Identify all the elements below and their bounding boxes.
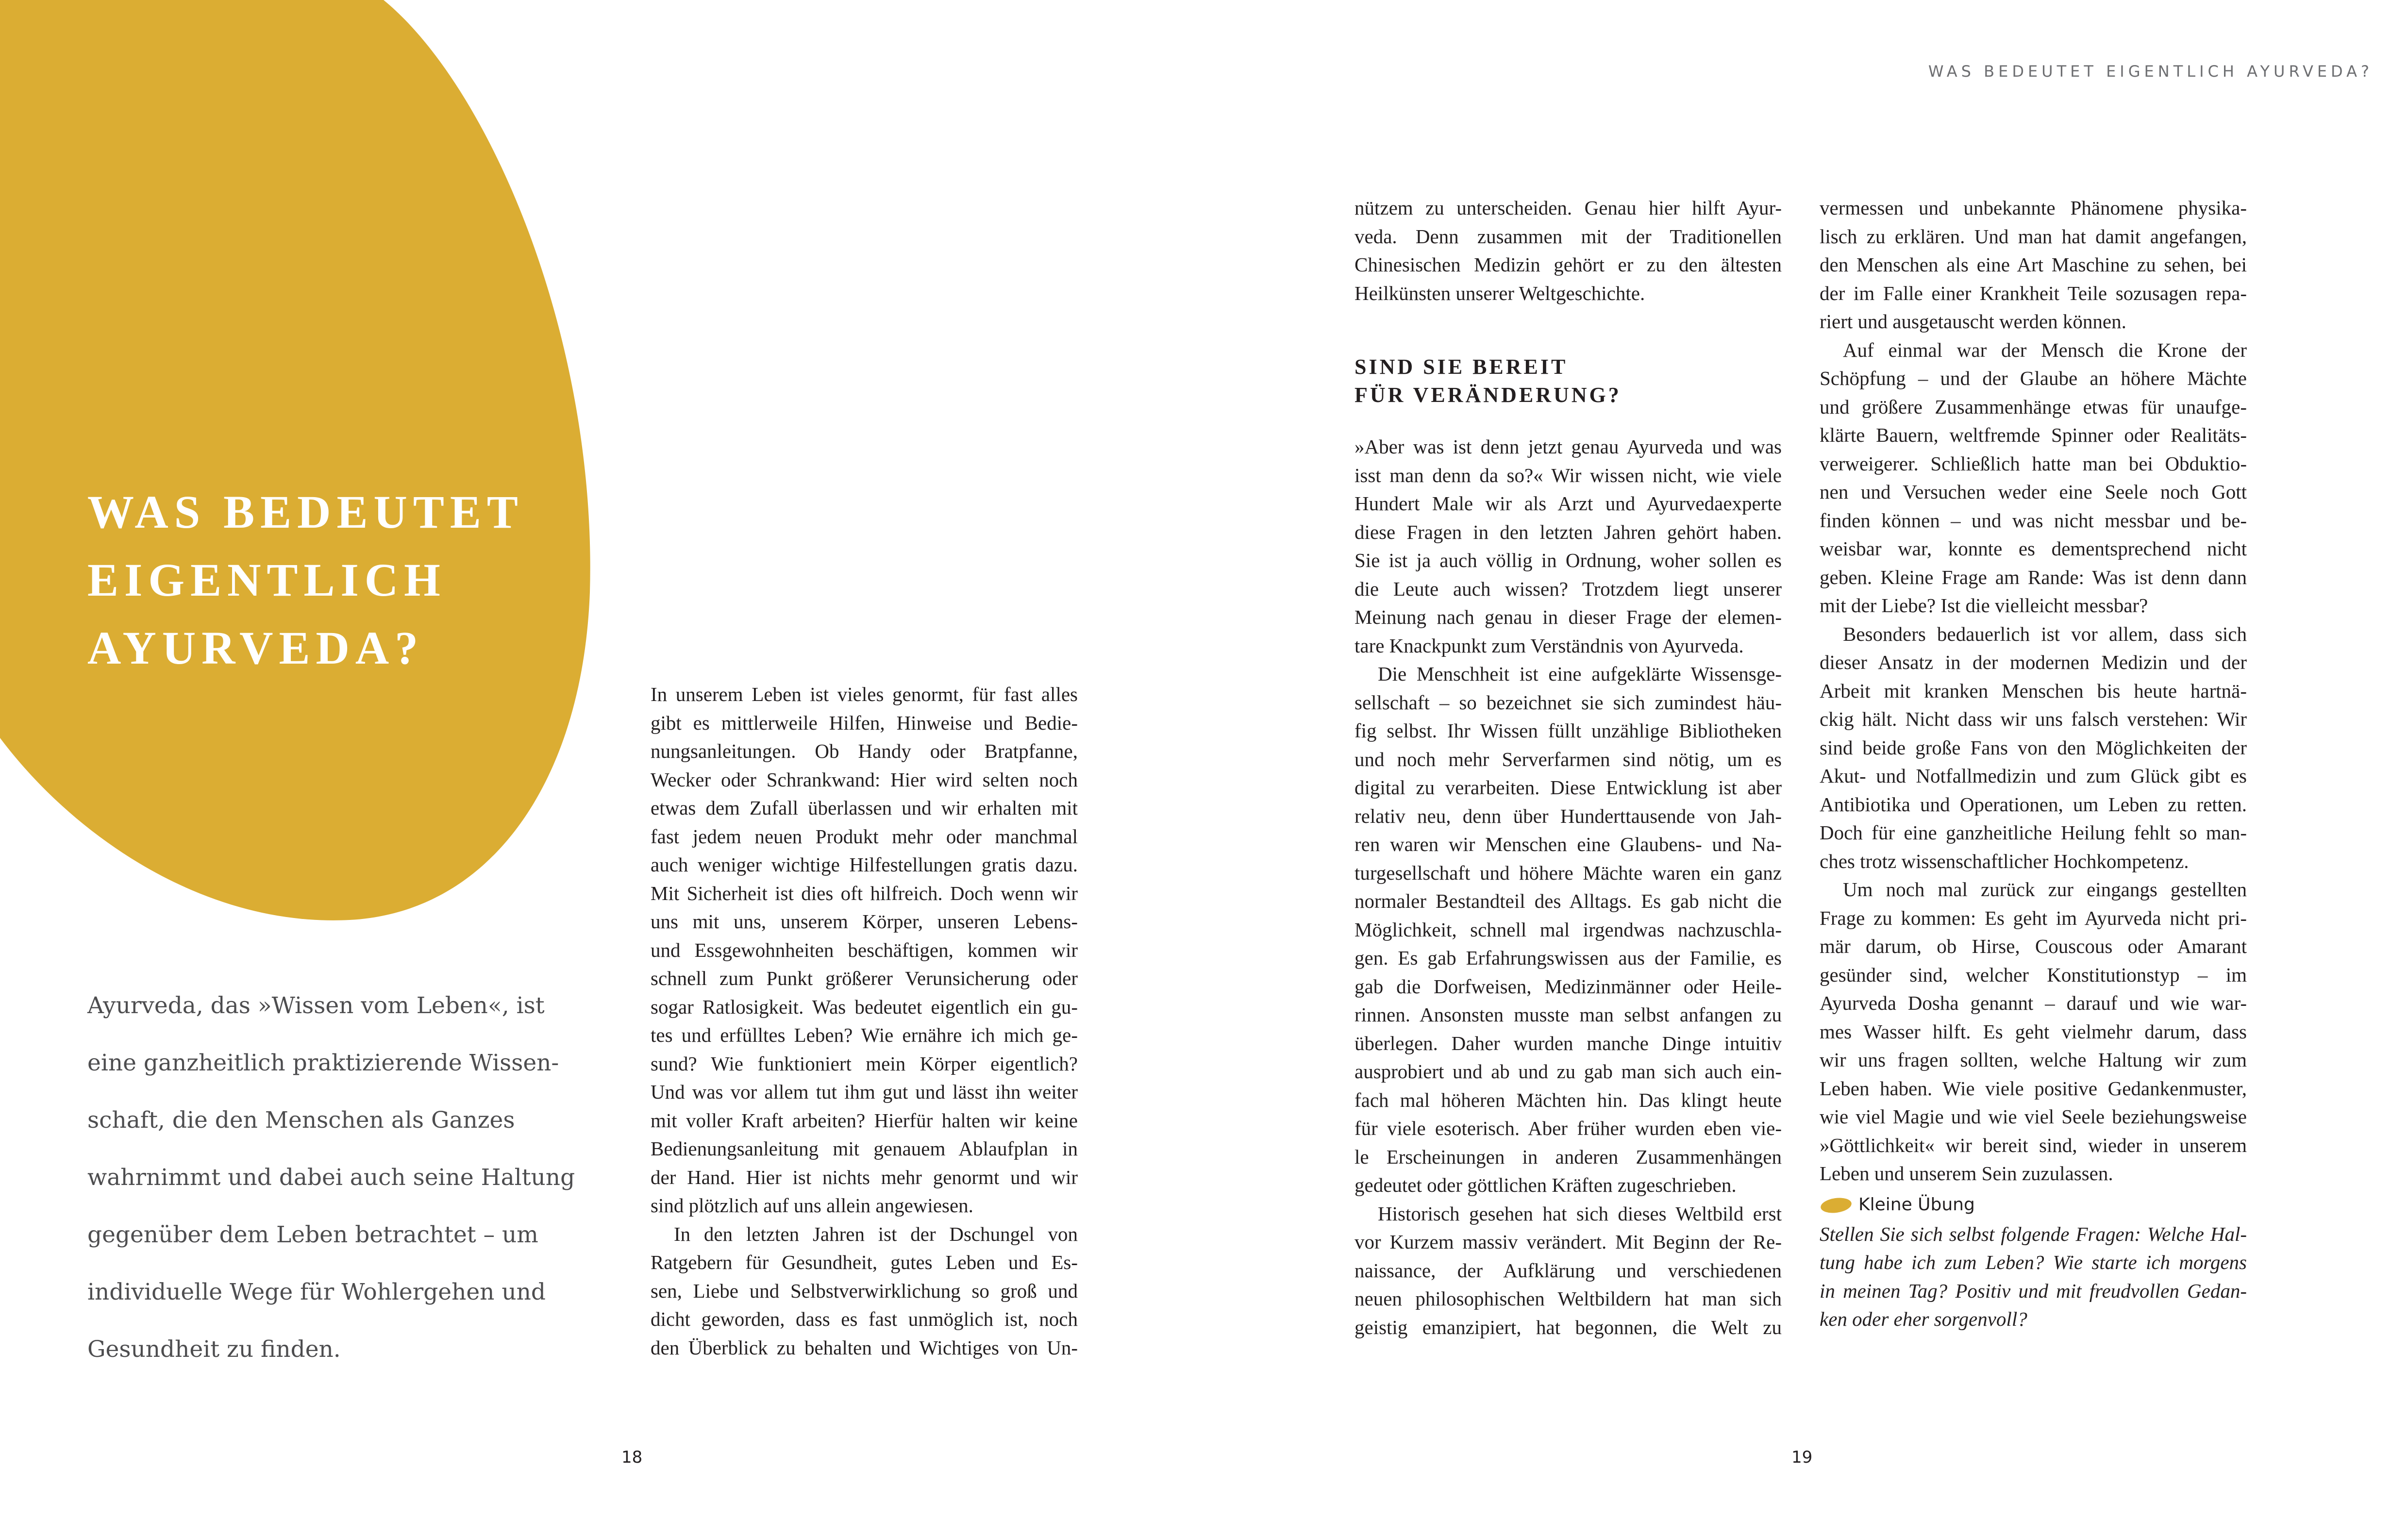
text-line: digital zu verarbeiten. Diese Entwicklung ist aber: [1354, 776, 1782, 799]
text-line: mit der Liebe? Ist die vielleicht messbar?: [1820, 594, 2148, 617]
intro-line: Gesundheit zu finden.: [87, 1336, 341, 1363]
text-line: ausprobiert und ab und zu gab man sich auch ein-: [1354, 1060, 1782, 1083]
chapter-title-line: WAS BEDEUTET: [87, 486, 524, 538]
text-line: und noch mehr Serverfarmen sind nötig, um es: [1354, 748, 1782, 770]
decorative-ochre-shape: [0, 0, 607, 922]
text-line: veda. Denn zusammen mit der Traditionellen: [1354, 225, 1782, 248]
text-line: und größere Zusammenhänge etwas für unaufge-: [1820, 395, 2247, 418]
leaf-icon-shape: [1820, 1196, 1853, 1215]
text-line: ren waren wir Menschen eine Glaubens- und Na-: [1354, 833, 1782, 855]
text-line: etwas dem Zufall überlassen und wir erhalten mit: [651, 797, 1078, 819]
page-number-right: 19: [1791, 1448, 1813, 1467]
text-line: gab die Dorfweisen, Medizinmänner oder Heile-: [1354, 975, 1782, 998]
text-line: turgesellschaft und höhere Mächte waren ein ganz: [1354, 861, 1782, 884]
text-line: Auf einmal war der Mensch die Krone der: [1843, 338, 2247, 361]
text-line: Möglichkeit, schnell mal irgendwas nachzuschla-: [1354, 918, 1782, 941]
text-line: dieser Ansatz in der modernen Medizin und der: [1820, 651, 2247, 673]
text-line: wir uns fragen sollten, welche Haltung wir zum: [1820, 1049, 2247, 1071]
text-line: Doch für eine ganzheitliche Heilung fehlt so man-: [1820, 821, 2247, 844]
text-line: nen und Versuchen weder eine Seele noch Gott: [1820, 481, 2247, 503]
text-line: finden können – und was nicht messbar und be-: [1820, 509, 2247, 532]
tip-label: Kleine Übung: [1858, 1195, 1975, 1215]
text-line: sind beide große Fans von den Möglichkeiten der: [1820, 736, 2247, 759]
text-line: vermessen und unbekannte Phänomene physika-: [1820, 197, 2247, 219]
text-line: In den letzten Jahren ist der Dschungel von: [674, 1222, 1078, 1245]
text-line: mes Wasser hilft. Es geht vielmehr darum, dass: [1820, 1020, 2247, 1043]
text-line: sogar Ratlosigkeit. Was bedeutet eigentlich ein gu-: [651, 995, 1078, 1018]
text-line: uns mit uns, unserem Körper, unseren Lebens-: [651, 910, 1078, 933]
ochre-shape-path: [0, 0, 590, 920]
text-line: Schöpfung – und der Glaube an höhere Mächte: [1820, 367, 2247, 389]
text-line: gesünder sind, welcher Konstitutionstyp – im: [1820, 963, 2247, 986]
text-line: Ratgebern für Gesundheit, gutes Leben und Es-: [651, 1251, 1078, 1273]
intro-line: individuelle Wege für Wohlergehen und: [87, 1279, 546, 1305]
text-line: auch weniger wichtige Hilfestellungen gratis dazu.: [651, 853, 1078, 876]
text-line: mit voller Kraft arbeiten? Hierfür halten wir keine: [651, 1109, 1078, 1132]
subheading-line: FÜR VERÄNDERUNG?: [1354, 383, 1622, 407]
text-line: die Leute auch wissen? Trotzdem liegt unserer: [1354, 577, 1782, 600]
text-line: Antibiotika und Operationen, um Leben zu retten.: [1820, 793, 2247, 816]
intro-text: [87, 977, 575, 1378]
text-line: sellschaft – so bezeichnet sie sich zumindest häu-: [1354, 691, 1782, 714]
text-line: tes und erfülltes Leben? Wie ernähre ich mich ge-: [651, 1024, 1078, 1046]
text-line: geistig emanzipiert, hat begonnen, die Welt zu: [1354, 1316, 1782, 1338]
chapter-title: [87, 478, 573, 682]
text-line: für viele esoterisch. Aber früher wurden eben vie-: [1354, 1117, 1782, 1139]
intro-line: Ayurveda, das »Wissen vom Leben«, ist: [87, 992, 545, 1019]
text-line: normaler Bestandteil des Alltags. Es gab nicht die: [1354, 890, 1782, 912]
text-line: »Göttlichkeit« wir bereit sind, wieder in unserem: [1820, 1134, 2247, 1156]
chapter-title-line: EIGENTLICH: [87, 554, 446, 606]
text-line: Chinesischen Medizin gehört er zu den ältesten: [1354, 253, 1782, 276]
text-line: gen. Es gab Erfahrungswissen aus der Familie, es: [1354, 947, 1782, 969]
text-line: tare Knackpunkt zum Verständnis von Ayurveda.: [1354, 634, 1744, 657]
text-line: lisch zu erklären. Und man hat damit angefangen,: [1820, 225, 2247, 248]
text-line: riert und ausgetauscht werden können.: [1820, 310, 2126, 333]
text-line: sen, Liebe und Selbstverwirklichung so groß und: [651, 1279, 1078, 1302]
text-line: Heilkünsten unserer Weltgeschichte.: [1354, 282, 1645, 304]
text-line: Leben haben. Wie viele positive Gedankenmuster,: [1820, 1077, 2247, 1100]
text-line: Um noch mal zurück zur eingangs gestellten: [1843, 878, 2247, 901]
text-line: weisbar war, konnte es dementsprechend nicht: [1820, 537, 2247, 560]
text-line: fast jedem neuen Produkt mehr oder manchmal: [651, 825, 1078, 848]
text-line: relativ neu, denn über Hunderttausende von Jah-: [1354, 804, 1782, 827]
text-line: mär darum, ob Hirse, Couscous oder Amarant: [1820, 935, 2247, 957]
text-line: In unserem Leben ist vieles genormt, für fast alles: [651, 683, 1078, 705]
tip-line: ken oder eher sorgenvoll?: [1820, 1308, 2027, 1330]
intro-line: wahrnimmt und dabei auch seine Haltung: [87, 1164, 575, 1191]
text-line: fach mal höheren Mächten hin. Das klingt heute: [1354, 1088, 1782, 1111]
text-line: nützem zu unterscheiden. Genau hier hilft Ayur-: [1354, 197, 1782, 219]
text-line: klärte Bauern, weltfremde Spinner oder Realitäts-: [1820, 424, 2247, 446]
text-line: gedeutet oder göttlichen Kräften zugeschrieben.: [1354, 1174, 1737, 1196]
text-line: isst man denn da so?« Wir wissen nicht, wie viele: [1354, 464, 1782, 486]
spacer: [1354, 409, 1782, 433]
text-line: verweigerer. Schließlich hatte man bei Obduktio-: [1820, 452, 2247, 475]
text-line: ckig hält. Nicht dass wir uns falsch verstehen: Wir: [1820, 708, 2247, 730]
subheading: [1354, 353, 1782, 409]
tip-text: [1820, 1220, 2247, 1334]
text-line: geben. Kleine Frage am Rande: Was ist denn dann: [1820, 566, 2247, 588]
body-column-right-page-2: [1820, 194, 2247, 1334]
text-line: überlegen. Daher wurden manche Dinge intuitiv: [1354, 1032, 1782, 1054]
text-line: ches trotz wissenschaftlicher Hochkompetenz.: [1820, 850, 2189, 872]
body-column-right-page-1: [1354, 194, 1782, 1341]
text-line: fig selbst. Ihr Wissen füllt unzählige Bibliotheken: [1354, 719, 1782, 742]
spacer: [1354, 307, 1782, 353]
text-line: dicht geworden, dass es fast unmöglich ist, noch: [651, 1308, 1078, 1330]
page-number-left: 18: [621, 1448, 643, 1467]
tip-line: in meinen Tag? Positiv und mit freudvollen Gedan-: [1820, 1279, 2247, 1302]
text-line: Hundert Male wir als Arzt und Ayurvedaexperte: [1354, 492, 1782, 515]
text-line: Ayurveda Dosha genannt – darauf und wie war-: [1820, 992, 2247, 1014]
leaf-icon: [1820, 1191, 1855, 1220]
text-line: sund? Wie funktioniert mein Körper eigentlich?: [651, 1052, 1078, 1075]
tip-header: [1820, 1191, 2247, 1220]
text-line: Leben und unserem Sein zuzulassen.: [1820, 1162, 2113, 1185]
text-line: gibt es mittlerweile Hilfen, Hinweise und Bedie-: [651, 711, 1078, 734]
text-line: Bedienungsanleitung mit genauem Ablaufplan in: [651, 1137, 1078, 1160]
tip-line: tung habe ich zum Leben? Wie starte ich morgens: [1820, 1251, 2247, 1273]
text-line: le Erscheinungen in anderen Zusammenhängen: [1354, 1145, 1782, 1168]
text-line: der im Falle einer Krankheit Teile sozusagen repa-: [1820, 282, 2247, 304]
text-line: der Hand. Hier ist nichts mehr genormt und wir: [651, 1166, 1078, 1188]
subheading-line: SIND SIE BEREIT: [1354, 355, 1568, 379]
text-line: den Menschen als eine Art Maschine zu sehen, bei: [1820, 253, 2247, 276]
text-line: vor Kurzem massiv verändert. Mit Beginn der Re-: [1354, 1231, 1782, 1253]
text-line: Mit Sicherheit ist dies oft hilfreich. Doch wenn wir: [651, 882, 1078, 904]
text-line: rinnen. Ansonsten musste man selbst anfangen zu: [1354, 1003, 1782, 1026]
text-line: »Aber was ist denn jetzt genau Ayurveda und was: [1354, 435, 1782, 458]
text-line: Sie ist ja auch völlig in Ordnung, woher sollen es: [1354, 549, 1782, 571]
tip-line: Stellen Sie sich selbst folgende Fragen: Welche Hal-: [1820, 1222, 2247, 1245]
text-line: Frage zu kommen: Es geht im Ayurveda nicht pri-: [1820, 906, 2247, 929]
intro-line: gegenüber dem Leben betrachtet – um: [87, 1221, 538, 1248]
text-line: Arbeit mit kranken Menschen bis heute hartnä-: [1820, 679, 2247, 702]
running-head: WAS BEDEUTET EIGENTLICH AYURVEDA?: [1928, 62, 2373, 81]
text-line: nungsanleitungen. Ob Handy oder Bratpfanne,: [651, 740, 1078, 762]
text-line: Meinung nach genau in dieser Frage der elemen-: [1354, 606, 1782, 628]
text-line: Die Menschheit ist eine aufgeklärte Wissensge-: [1378, 663, 1782, 685]
text-line: Und was vor allem tut ihm gut und lässt ihn weiter: [651, 1081, 1078, 1103]
text-line: naissance, der Aufklärung und verschiedenen: [1354, 1259, 1782, 1282]
text-line: wie viel Magie und wie viel Seele beziehungsweise: [1820, 1105, 2247, 1128]
text-line: Historisch gesehen hat sich dieses Weltbild erst: [1378, 1202, 1782, 1225]
intro-line: schaft, die den Menschen als Ganzes: [87, 1107, 515, 1134]
text-line: diese Fragen in den letzten Jahren gehört haben.: [1354, 520, 1782, 543]
text-line: schnell zum Punkt größerer Verunsicherung oder: [651, 967, 1078, 989]
text-line: den Überblick zu behalten und Wichtiges von Un-: [651, 1336, 1078, 1359]
text-line: Besonders bedauerlich ist vor allem, dass sich: [1843, 622, 2247, 645]
intro-line: eine ganzheitlich praktizierende Wissen-: [87, 1050, 559, 1076]
chapter-title-line: AYURVEDA?: [87, 622, 424, 674]
body-column-left-page: [651, 680, 1078, 1362]
text-line: sind plötzlich auf uns allein angewiesen.: [651, 1194, 973, 1217]
text-line: Akut- und Notfallmedizin und zum Glück gibt es: [1820, 765, 2247, 787]
text-line: Wecker oder Schrankwand: Hier wird selten noch: [651, 768, 1078, 791]
text-line: und Essgewohnheiten beschäftigen, kommen wir: [651, 938, 1078, 961]
text-line: neuen philosophischen Weltbildern hat man sich: [1354, 1287, 1782, 1310]
